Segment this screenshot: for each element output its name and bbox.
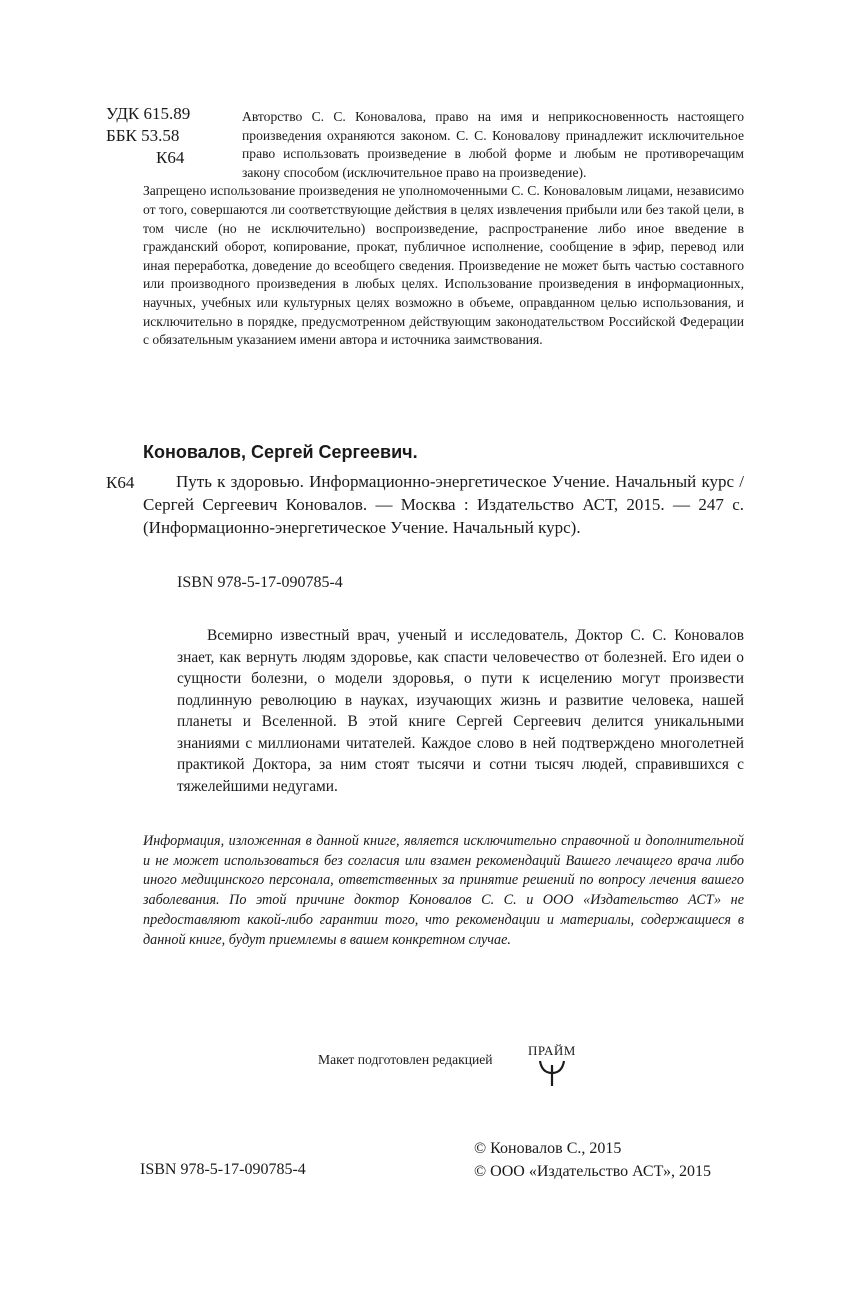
prime-logo (524, 1043, 580, 1088)
isbn-footer: ISBN 978-5-17-090785-4 (140, 1161, 306, 1178)
prepared-by: Макет подготовлен редакцией (318, 1052, 493, 1067)
bibliographic-description-text: Путь к здоровью. Информационно-энергетическое Учение. Начальный курс / Сергей Сергеевич Коновалов. — Москва : Издательство АСТ, 2015. — 247 с. (Информационно-энергетическое Учение. Начальный курс). (143, 472, 744, 538)
author-sign: К64 (156, 148, 185, 167)
author-heading: Коновалов, Сергей Сергеевич. (143, 442, 418, 462)
bbk-code: ББК 53.58 (106, 126, 180, 145)
copyright-notice-first: Авторство С. С. Коновалова, право на имя и неприкосновенность настоящего произведения охраняются законом. С. С. Коновалову принадлежит исключительное право использовать произведение в любой форме и любым не противоречащим закону способом (исключительное право на произведение). (242, 109, 744, 180)
copyright-lines (474, 1137, 711, 1183)
trident-icon (537, 1059, 567, 1087)
copyright-author: © Коновалов С., 2015 (474, 1140, 622, 1157)
udk-code: УДК 615.89 (106, 104, 191, 123)
isbn-record: ISBN 978-5-17-090785-4 (177, 574, 343, 591)
prime-logo-text: ПРАЙМ (528, 1043, 576, 1058)
medical-disclaimer: Информация, изложенная в данной книге, является исключительно справочной и дополнительной и не может использоваться без согласия или взамен рекомендаций Вашего лечащего врача либо иного медицинского персонала, ответственных за принятие решений по вопросу лечения вашего заболевания. По этой причине доктор Коновалов С. С. и ООО «Издательство АСТ» не предоставляют какой-либо гарантии того, что рекомендации и материалы, содержащиеся в данной книге, будут приемлемы в вашем конкретном случае. (143, 833, 744, 948)
bibliographic-author-sign: К64 (106, 473, 135, 492)
copyright-publisher: © ООО «Издательство АСТ», 2015 (474, 1163, 711, 1180)
bibliographic-description (143, 470, 744, 540)
copyright-notice (143, 108, 744, 350)
annotation (177, 625, 744, 797)
annotation-text: Всемирно известный врач, ученый и исследователь, Доктор С. С. Коновалов знает, как вернуть людям здоровье, как спасти человечество от болезней. Его идеи о сущности болезни, о модели здоровья, о пути к исцелению могут произвести подлинную революцию в науках, изучающих жизнь и развитие человека, нашей планеты и Вселенной. В этой книге Сергей Сергеевич делится уникальными знаниями с миллионами читателей. Каждое слово в ней подтверждено многолетней практикой Доктора, за ним стоят тысячи и сотни тысяч людей, справившихся с тяжелейшими недугами. (177, 627, 744, 795)
copyright-notice-rest: Запрещено использование произведения не уполномоченными С. С. Коноваловым лицами, независимо от того, совершаются ли соответствующие действия в целях извлечения прибыли или без такой цели, в том числе (но не исключительно) воспроизведение, распространение либо иное введение в гражданский оборот, копирование, прокат, публичное исполнение, сообщение в эфир, перевод или иная переработка, доведение до всеобщего сведения. Произведение не может быть частью составного или производного произведения в любых целях. Использование произведения в информационных, научных, учебных или культурных целях возможно в объеме, оправданном целью использования, и исключительно в порядке, предусмотренном действующим законодательством Российской Федерации с обязательным указанием имени автора и источника заимствования. (143, 183, 744, 348)
